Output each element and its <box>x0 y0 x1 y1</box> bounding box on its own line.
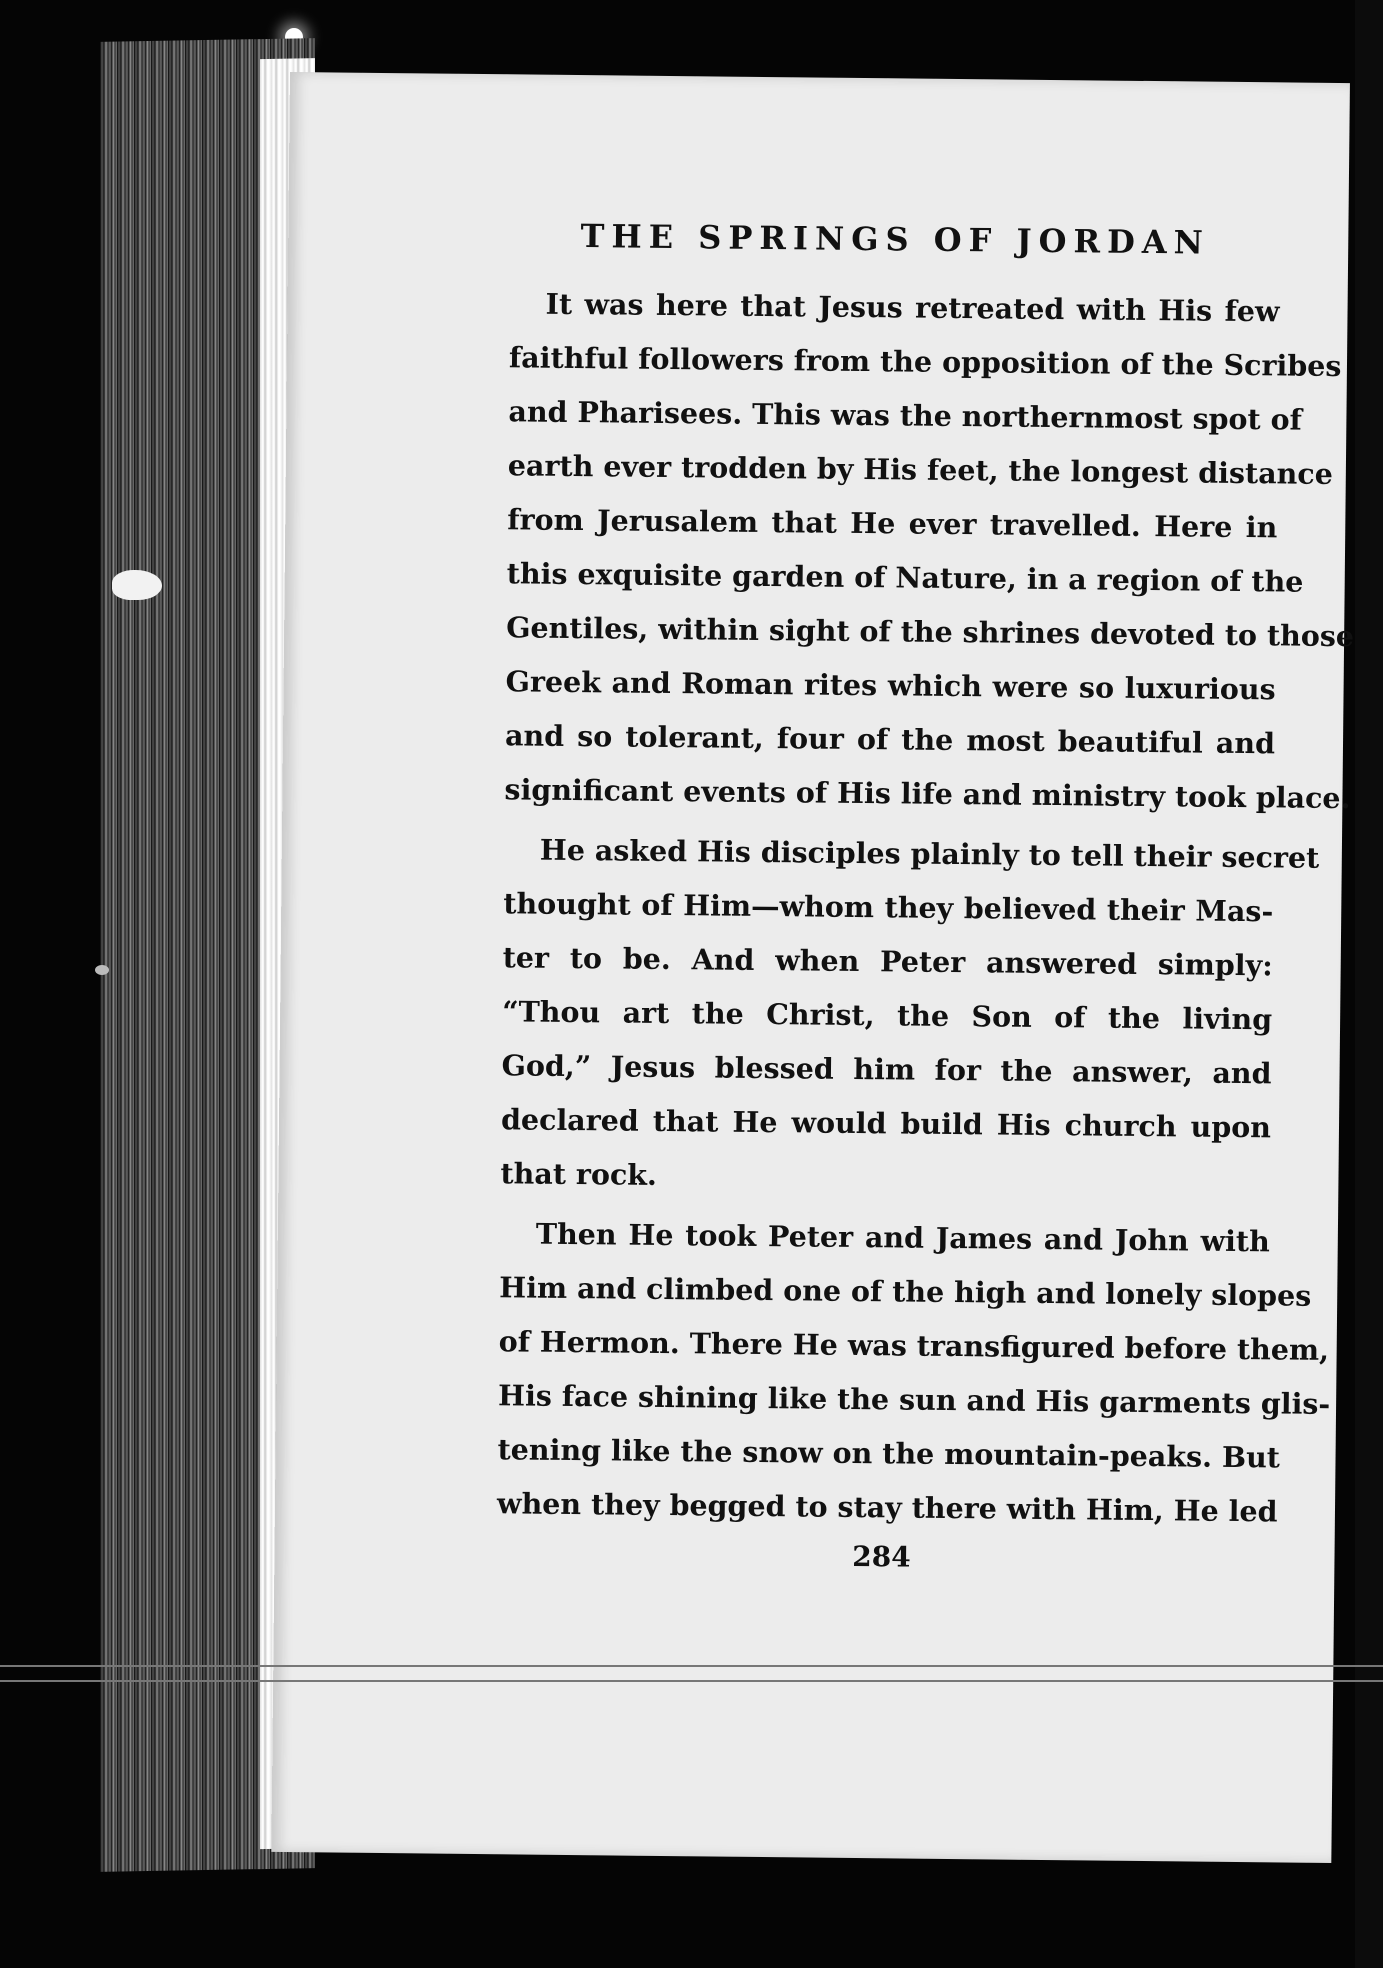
text-block <box>496 216 1355 1577</box>
text-line: His face shining like the sun and His garments glis- <box>497 1378 1331 1421</box>
page-number: 284 <box>852 1539 911 1574</box>
text-line: significant events of His life and ministry took place. <box>504 772 1351 816</box>
text-line: Greek and Roman rites which were so luxurious <box>505 664 1276 707</box>
text-line: this exquisite garden of Nature, in a region of the <box>506 556 1304 599</box>
scan-border <box>1355 0 1383 1968</box>
running-head: THE SPRINGS OF JORDAN <box>580 217 1211 262</box>
text-line: Gentiles, within sight of the shrines devoted to those <box>506 610 1355 654</box>
text-line: and so tolerant, four of the most beautiful and <box>504 718 1276 761</box>
text-line: of Hermon. There He was transfigured before them, <box>498 1324 1330 1367</box>
text-line: God,” Jesus blessed him for the answer, and <box>501 1048 1272 1091</box>
text-line: “Thou art the Christ, the Son of the living <box>501 994 1273 1037</box>
text-line: that rock. <box>500 1156 658 1192</box>
scan-artifact-line <box>0 1680 1383 1682</box>
text-line: ter to be. And when Peter answered simply: <box>502 940 1273 983</box>
scan-artifact-line <box>0 1665 1383 1667</box>
paper-fleck <box>112 570 162 600</box>
text-line: declared that He would build His church upon <box>500 1102 1272 1145</box>
text-line: thought of Him—whom they believed their Mas- <box>503 886 1274 929</box>
paper-fleck-small <box>95 965 109 975</box>
text-line: He asked His disciples plainly to tell their secret <box>539 832 1320 875</box>
text-line: tening like the snow on the mountain-peaks. But <box>497 1432 1281 1475</box>
text-line: Then He took Peter and James and John with <box>535 1216 1270 1259</box>
text-line: and Pharisees. This was the northernmost spot of <box>508 394 1303 437</box>
paragraph-1 <box>504 276 1355 824</box>
paragraph-3 <box>496 1206 1331 1538</box>
paragraph-2 <box>500 822 1320 1208</box>
text-line: earth ever trodden by His feet, the longest distance <box>507 448 1334 491</box>
text-line: when they begged to stay there with Him, He led <box>496 1486 1278 1529</box>
text-line: Him and climbed one of the high and lonely slopes <box>499 1270 1312 1313</box>
text-line: faithful followers from the opposition of the Scribes <box>508 340 1342 384</box>
text-line: from Jerusalem that He ever travelled. Here in <box>507 502 1278 545</box>
text-line: It was here that Jesus retreated with His few <box>545 286 1280 329</box>
printed-page <box>271 72 1355 1863</box>
